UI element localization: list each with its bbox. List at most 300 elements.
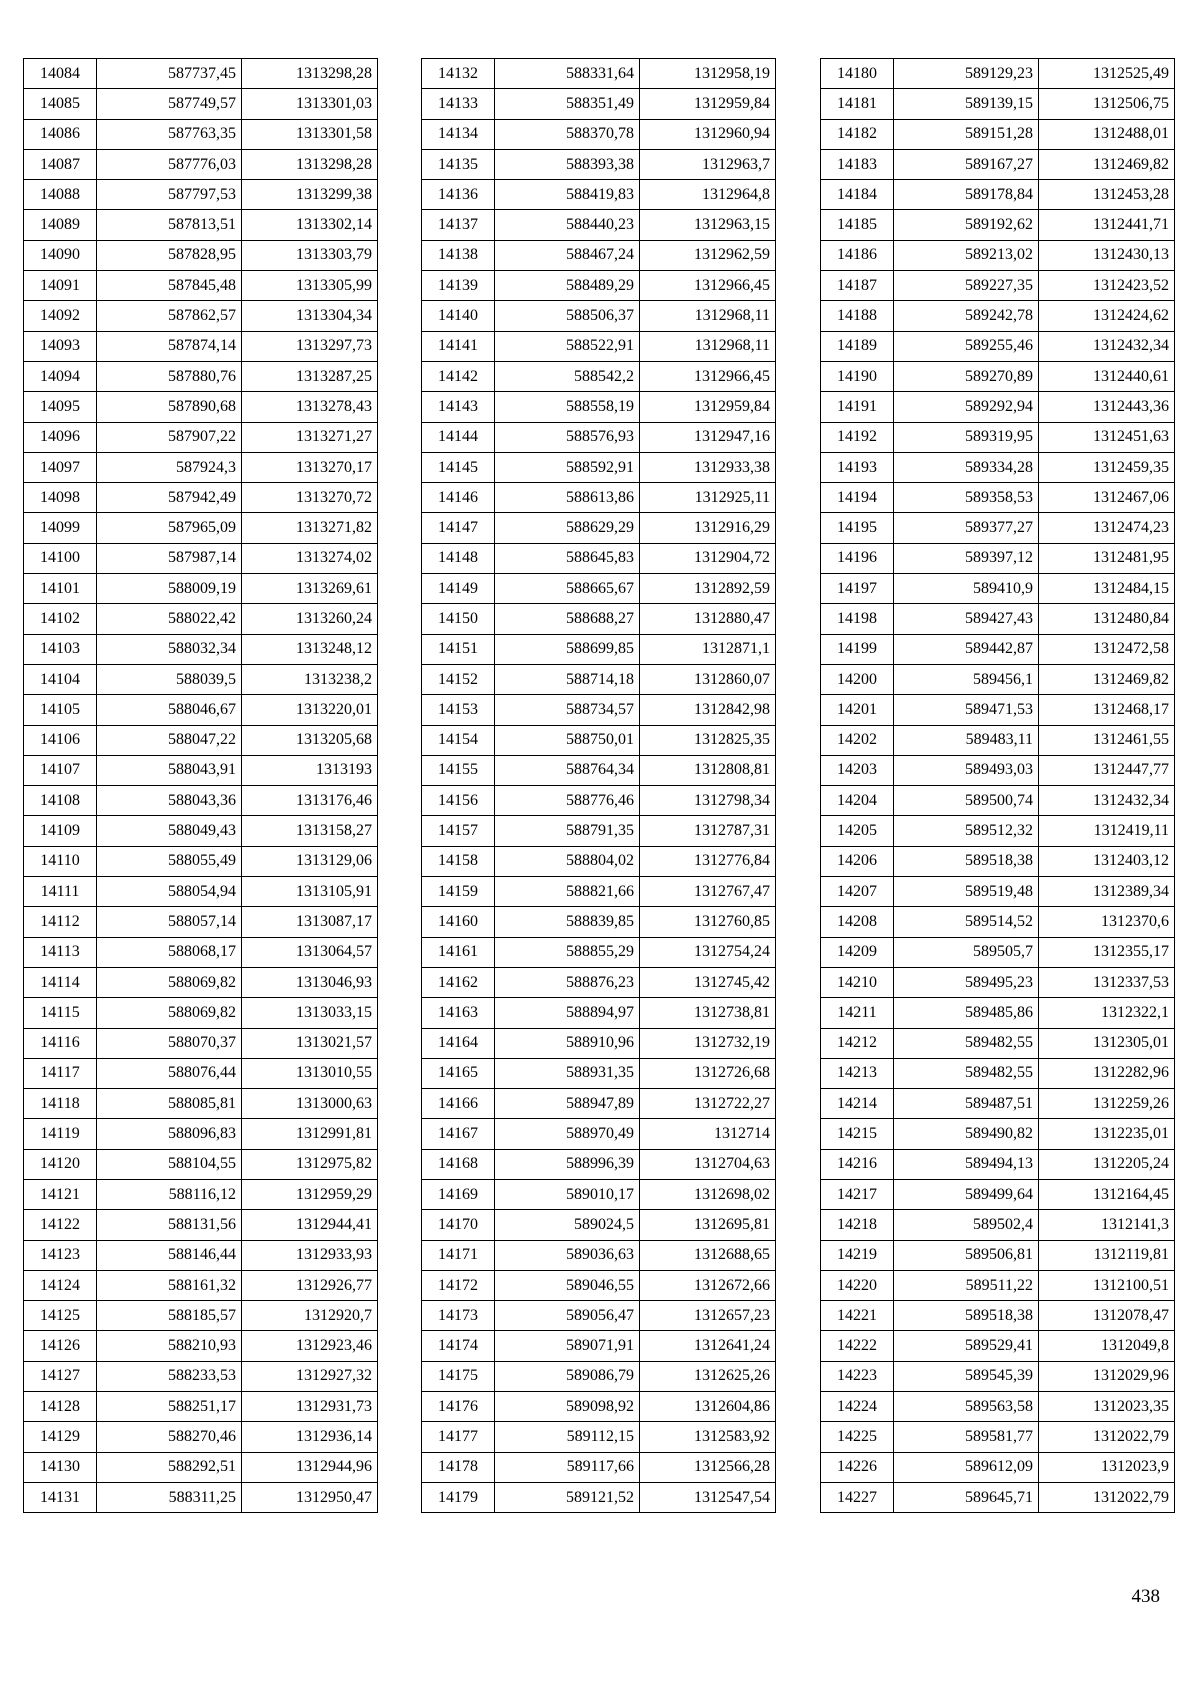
point-number-cell: 14203 (821, 755, 894, 785)
x-coordinate-cell: 587942,49 (97, 483, 242, 513)
y-coordinate-cell: 1313033,15 (242, 998, 378, 1028)
y-coordinate-cell: 1312023,35 (1039, 1392, 1175, 1422)
table-row (821, 240, 1175, 270)
point-number-cell: 14209 (821, 937, 894, 967)
table-row (24, 634, 378, 664)
x-coordinate-cell: 589319,95 (894, 422, 1039, 452)
point-number-cell: 14093 (24, 331, 97, 361)
table-row (24, 1331, 378, 1361)
table-row (24, 1482, 378, 1512)
x-coordinate-cell: 588096,83 (97, 1119, 242, 1149)
y-coordinate-cell: 1312904,72 (640, 543, 776, 573)
y-coordinate-cell: 1312966,45 (640, 361, 776, 391)
x-coordinate-cell: 588069,82 (97, 998, 242, 1028)
table-row (422, 634, 776, 664)
x-coordinate-cell: 589292,94 (894, 392, 1039, 422)
point-number-cell: 14166 (422, 1089, 495, 1119)
point-number-cell: 14220 (821, 1270, 894, 1300)
point-number-cell: 14159 (422, 877, 495, 907)
y-coordinate-cell: 1313158,27 (242, 816, 378, 846)
x-coordinate-cell: 589024,5 (495, 1210, 640, 1240)
point-number-cell: 14202 (821, 725, 894, 755)
table-row (24, 89, 378, 119)
table-row (422, 180, 776, 210)
point-number-cell: 14142 (422, 361, 495, 391)
table-row (24, 59, 378, 89)
point-number-cell: 14084 (24, 59, 97, 89)
x-coordinate-cell: 588370,78 (495, 119, 640, 149)
x-coordinate-cell: 588804,02 (495, 846, 640, 876)
point-number-cell: 14110 (24, 846, 97, 876)
point-number-cell: 14128 (24, 1392, 97, 1422)
table-row (24, 240, 378, 270)
y-coordinate-cell: 1312423,52 (1039, 271, 1175, 301)
y-coordinate-cell: 1312657,23 (640, 1301, 776, 1331)
y-coordinate-cell: 1312963,7 (640, 149, 776, 179)
x-coordinate-cell: 588054,94 (97, 877, 242, 907)
point-number-cell: 14181 (821, 89, 894, 119)
table-row (422, 483, 776, 513)
y-coordinate-cell: 1313205,68 (242, 725, 378, 755)
y-coordinate-cell: 1312962,59 (640, 240, 776, 270)
table-row (24, 361, 378, 391)
point-number-cell: 14162 (422, 967, 495, 997)
y-coordinate-cell: 1313271,27 (242, 422, 378, 452)
y-coordinate-cell: 1312966,45 (640, 271, 776, 301)
y-coordinate-cell: 1312440,61 (1039, 361, 1175, 391)
table-row (422, 543, 776, 573)
y-coordinate-cell: 1312474,23 (1039, 513, 1175, 543)
y-coordinate-cell: 1312916,29 (640, 513, 776, 543)
table-row (24, 695, 378, 725)
y-coordinate-cell: 1313298,28 (242, 149, 378, 179)
table-row (422, 1119, 776, 1149)
y-coordinate-cell: 1312282,96 (1039, 1058, 1175, 1088)
point-number-cell: 14151 (422, 634, 495, 664)
y-coordinate-cell: 1312467,06 (1039, 483, 1175, 513)
point-number-cell: 14136 (422, 180, 495, 210)
y-coordinate-cell: 1312959,84 (640, 89, 776, 119)
table-row (422, 907, 776, 937)
y-coordinate-cell: 1312944,41 (242, 1210, 378, 1240)
x-coordinate-cell: 587828,95 (97, 240, 242, 270)
x-coordinate-cell: 588894,97 (495, 998, 640, 1028)
x-coordinate-cell: 589529,41 (894, 1331, 1039, 1361)
y-coordinate-cell: 1312469,82 (1039, 664, 1175, 694)
x-coordinate-cell: 587987,14 (97, 543, 242, 573)
point-number-cell: 14190 (821, 361, 894, 391)
table-row (422, 725, 776, 755)
table-row (821, 59, 1175, 89)
x-coordinate-cell: 589442,87 (894, 634, 1039, 664)
x-coordinate-cell: 589456,1 (894, 664, 1039, 694)
coordinate-table-3 (820, 58, 1175, 1513)
point-number-cell: 14208 (821, 907, 894, 937)
x-coordinate-cell: 588440,23 (495, 210, 640, 240)
x-coordinate-cell: 589334,28 (894, 452, 1039, 482)
table-row (24, 846, 378, 876)
y-coordinate-cell: 1313302,14 (242, 210, 378, 240)
table-row (24, 664, 378, 694)
point-number-cell: 14179 (422, 1482, 495, 1512)
point-number-cell: 14148 (422, 543, 495, 573)
table-row (821, 361, 1175, 391)
x-coordinate-cell: 589518,38 (894, 846, 1039, 876)
point-number-cell: 14224 (821, 1392, 894, 1422)
x-coordinate-cell: 588764,34 (495, 755, 640, 785)
point-number-cell: 14134 (422, 119, 495, 149)
table-row (821, 664, 1175, 694)
y-coordinate-cell: 1313105,91 (242, 877, 378, 907)
x-coordinate-cell: 589499,64 (894, 1179, 1039, 1209)
x-coordinate-cell: 588419,83 (495, 180, 640, 210)
table-row (422, 422, 776, 452)
y-coordinate-cell: 1312432,34 (1039, 786, 1175, 816)
x-coordinate-cell: 588791,35 (495, 816, 640, 846)
point-number-cell: 14217 (821, 1179, 894, 1209)
point-number-cell: 14218 (821, 1210, 894, 1240)
x-coordinate-cell: 589427,43 (894, 604, 1039, 634)
point-number-cell: 14113 (24, 937, 97, 967)
x-coordinate-cell: 589036,63 (495, 1240, 640, 1270)
table-row (24, 1392, 378, 1422)
y-coordinate-cell: 1312259,26 (1039, 1089, 1175, 1119)
table-row (422, 1270, 776, 1300)
table-row (821, 755, 1175, 785)
x-coordinate-cell: 588855,29 (495, 937, 640, 967)
point-number-cell: 14165 (422, 1058, 495, 1088)
table-row (422, 513, 776, 543)
y-coordinate-cell: 1313269,61 (242, 574, 378, 604)
point-number-cell: 14092 (24, 301, 97, 331)
x-coordinate-cell: 589500,74 (894, 786, 1039, 816)
point-number-cell: 14187 (821, 271, 894, 301)
x-coordinate-cell: 588839,85 (495, 907, 640, 937)
table-row (821, 1361, 1175, 1391)
point-number-cell: 14184 (821, 180, 894, 210)
point-number-cell: 14210 (821, 967, 894, 997)
x-coordinate-cell: 588613,86 (495, 483, 640, 513)
table-row (24, 1089, 378, 1119)
point-number-cell: 14112 (24, 907, 97, 937)
table-row (422, 1028, 776, 1058)
table-row (422, 89, 776, 119)
y-coordinate-cell: 1313297,73 (242, 331, 378, 361)
table-row (821, 846, 1175, 876)
y-coordinate-cell: 1312604,86 (640, 1392, 776, 1422)
table-row (422, 392, 776, 422)
x-coordinate-cell: 589270,89 (894, 361, 1039, 391)
table-row (24, 1361, 378, 1391)
point-number-cell: 14192 (821, 422, 894, 452)
point-number-cell: 14197 (821, 574, 894, 604)
table-row (422, 1422, 776, 1452)
y-coordinate-cell: 1313298,28 (242, 59, 378, 89)
y-coordinate-cell: 1312469,82 (1039, 149, 1175, 179)
point-number-cell: 14123 (24, 1240, 97, 1270)
y-coordinate-cell: 1313176,46 (242, 786, 378, 816)
x-coordinate-cell: 589518,38 (894, 1301, 1039, 1331)
y-coordinate-cell: 1312164,45 (1039, 1179, 1175, 1209)
x-coordinate-cell: 588876,23 (495, 967, 640, 997)
point-number-cell: 14194 (821, 483, 894, 513)
x-coordinate-cell: 588522,91 (495, 331, 640, 361)
point-number-cell: 14226 (821, 1452, 894, 1482)
y-coordinate-cell: 1313274,02 (242, 543, 378, 573)
x-coordinate-cell: 589495,23 (894, 967, 1039, 997)
y-coordinate-cell: 1312931,73 (242, 1392, 378, 1422)
y-coordinate-cell: 1312754,24 (640, 937, 776, 967)
table-row (422, 361, 776, 391)
point-number-cell: 14088 (24, 180, 97, 210)
table-row (821, 574, 1175, 604)
table-row (821, 1119, 1175, 1149)
y-coordinate-cell: 1312975,82 (242, 1149, 378, 1179)
y-coordinate-cell: 1312842,98 (640, 695, 776, 725)
x-coordinate-cell: 588131,56 (97, 1210, 242, 1240)
point-number-cell: 14189 (821, 331, 894, 361)
x-coordinate-cell: 588592,91 (495, 452, 640, 482)
y-coordinate-cell: 1312525,49 (1039, 59, 1175, 89)
table-row (821, 513, 1175, 543)
table-row (24, 1210, 378, 1240)
x-coordinate-cell: 588821,66 (495, 877, 640, 907)
x-coordinate-cell: 588665,67 (495, 574, 640, 604)
table-row (422, 1361, 776, 1391)
point-number-cell: 14146 (422, 483, 495, 513)
x-coordinate-cell: 587890,68 (97, 392, 242, 422)
table-row (821, 1179, 1175, 1209)
x-coordinate-cell: 587749,57 (97, 89, 242, 119)
y-coordinate-cell: 1312704,63 (640, 1149, 776, 1179)
point-number-cell: 14157 (422, 816, 495, 846)
point-number-cell: 14195 (821, 513, 894, 543)
x-coordinate-cell: 587763,35 (97, 119, 242, 149)
table-row (422, 1392, 776, 1422)
table-row (821, 392, 1175, 422)
table-row (422, 1210, 776, 1240)
y-coordinate-cell: 1312119,81 (1039, 1240, 1175, 1270)
x-coordinate-cell: 587880,76 (97, 361, 242, 391)
table-row (821, 210, 1175, 240)
x-coordinate-cell: 588699,85 (495, 634, 640, 664)
x-coordinate-cell: 589612,09 (894, 1452, 1039, 1482)
y-coordinate-cell: 1312880,47 (640, 604, 776, 634)
table-row (24, 574, 378, 604)
point-number-cell: 14121 (24, 1179, 97, 1209)
x-coordinate-cell: 588146,44 (97, 1240, 242, 1270)
x-coordinate-cell: 589377,27 (894, 513, 1039, 543)
point-number-cell: 14116 (24, 1028, 97, 1058)
x-coordinate-cell: 589493,03 (894, 755, 1039, 785)
table-row (821, 1392, 1175, 1422)
table-row (821, 149, 1175, 179)
point-number-cell: 14109 (24, 816, 97, 846)
x-coordinate-cell: 588022,42 (97, 604, 242, 634)
table-row (24, 452, 378, 482)
y-coordinate-cell: 1312767,47 (640, 877, 776, 907)
y-coordinate-cell: 1312776,84 (640, 846, 776, 876)
x-coordinate-cell: 589255,46 (894, 331, 1039, 361)
y-coordinate-cell: 1312825,35 (640, 725, 776, 755)
point-number-cell: 14201 (821, 695, 894, 725)
y-coordinate-cell: 1312389,34 (1039, 877, 1175, 907)
table-row (821, 1240, 1175, 1270)
x-coordinate-cell: 588506,37 (495, 301, 640, 331)
y-coordinate-cell: 1312506,75 (1039, 89, 1175, 119)
point-number-cell: 14091 (24, 271, 97, 301)
y-coordinate-cell: 1313287,25 (242, 361, 378, 391)
x-coordinate-cell: 589482,55 (894, 1028, 1039, 1058)
x-coordinate-cell: 589397,12 (894, 543, 1039, 573)
page-number: 438 (1131, 1586, 1160, 1607)
y-coordinate-cell: 1313278,43 (242, 392, 378, 422)
y-coordinate-cell: 1312925,11 (640, 483, 776, 513)
x-coordinate-cell: 588116,12 (97, 1179, 242, 1209)
table-row (24, 301, 378, 331)
point-number-cell: 14108 (24, 786, 97, 816)
y-coordinate-cell: 1312944,96 (242, 1452, 378, 1482)
y-coordinate-cell: 1313248,12 (242, 634, 378, 664)
x-coordinate-cell: 589485,86 (894, 998, 1039, 1028)
y-coordinate-cell: 1313301,03 (242, 89, 378, 119)
x-coordinate-cell: 587813,51 (97, 210, 242, 240)
table-row (422, 816, 776, 846)
x-coordinate-cell: 588039,5 (97, 664, 242, 694)
point-number-cell: 14163 (422, 998, 495, 1028)
table-row (422, 1179, 776, 1209)
y-coordinate-cell: 1313046,93 (242, 967, 378, 997)
x-coordinate-cell: 588688,27 (495, 604, 640, 634)
x-coordinate-cell: 589112,15 (495, 1422, 640, 1452)
table-row (821, 1331, 1175, 1361)
table-row (422, 271, 776, 301)
table-row (422, 1089, 776, 1119)
x-coordinate-cell: 588043,36 (97, 786, 242, 816)
y-coordinate-cell: 1312926,77 (242, 1270, 378, 1300)
point-number-cell: 14105 (24, 695, 97, 725)
x-coordinate-cell: 588161,32 (97, 1270, 242, 1300)
table-row (24, 422, 378, 452)
point-number-cell: 14219 (821, 1240, 894, 1270)
y-coordinate-cell: 1312960,94 (640, 119, 776, 149)
x-coordinate-cell: 588931,35 (495, 1058, 640, 1088)
table-row (422, 877, 776, 907)
y-coordinate-cell: 1312583,92 (640, 1422, 776, 1452)
y-coordinate-cell: 1312100,51 (1039, 1270, 1175, 1300)
y-coordinate-cell: 1312968,11 (640, 301, 776, 331)
table-row (422, 1301, 776, 1331)
y-coordinate-cell: 1312453,28 (1039, 180, 1175, 210)
point-number-cell: 14153 (422, 695, 495, 725)
x-coordinate-cell: 587776,03 (97, 149, 242, 179)
table-row (24, 513, 378, 543)
x-coordinate-cell: 589242,78 (894, 301, 1039, 331)
point-number-cell: 14211 (821, 998, 894, 1028)
table-row (821, 907, 1175, 937)
y-coordinate-cell: 1313299,38 (242, 180, 378, 210)
point-number-cell: 14167 (422, 1119, 495, 1149)
x-coordinate-cell: 589129,23 (894, 59, 1039, 89)
y-coordinate-cell: 1312305,01 (1039, 1028, 1175, 1058)
y-coordinate-cell: 1313000,63 (242, 1089, 378, 1119)
table-row (821, 725, 1175, 755)
x-coordinate-cell: 588776,46 (495, 786, 640, 816)
table-row (821, 89, 1175, 119)
table-row (24, 816, 378, 846)
x-coordinate-cell: 589151,28 (894, 119, 1039, 149)
point-number-cell: 14137 (422, 210, 495, 240)
point-number-cell: 14104 (24, 664, 97, 694)
point-number-cell: 14149 (422, 574, 495, 604)
y-coordinate-cell: 1313303,79 (242, 240, 378, 270)
x-coordinate-cell: 589071,91 (495, 1331, 640, 1361)
y-coordinate-cell: 1313304,34 (242, 301, 378, 331)
y-coordinate-cell: 1313260,24 (242, 604, 378, 634)
y-coordinate-cell: 1312923,46 (242, 1331, 378, 1361)
point-number-cell: 14133 (422, 89, 495, 119)
table-row (821, 786, 1175, 816)
x-coordinate-cell: 589563,58 (894, 1392, 1039, 1422)
table-row (24, 1270, 378, 1300)
y-coordinate-cell: 1312936,14 (242, 1422, 378, 1452)
table-row (422, 695, 776, 725)
x-coordinate-cell: 588734,57 (495, 695, 640, 725)
point-number-cell: 14140 (422, 301, 495, 331)
point-number-cell: 14115 (24, 998, 97, 1028)
table-row (821, 1089, 1175, 1119)
table-row (821, 483, 1175, 513)
x-coordinate-cell: 589487,51 (894, 1089, 1039, 1119)
y-coordinate-cell: 1312745,42 (640, 967, 776, 997)
x-coordinate-cell: 589471,53 (894, 695, 1039, 725)
y-coordinate-cell: 1312726,68 (640, 1058, 776, 1088)
point-number-cell: 14169 (422, 1179, 495, 1209)
y-coordinate-cell: 1312959,29 (242, 1179, 378, 1209)
y-coordinate-cell: 1312787,31 (640, 816, 776, 846)
table-row (821, 271, 1175, 301)
point-number-cell: 14205 (821, 816, 894, 846)
table-row (24, 937, 378, 967)
point-number-cell: 14216 (821, 1149, 894, 1179)
x-coordinate-cell: 588009,19 (97, 574, 242, 604)
point-number-cell: 14141 (422, 331, 495, 361)
y-coordinate-cell: 1312481,95 (1039, 543, 1175, 573)
x-coordinate-cell: 589502,4 (894, 1210, 1039, 1240)
point-number-cell: 14102 (24, 604, 97, 634)
table-row (821, 695, 1175, 725)
y-coordinate-cell: 1312451,63 (1039, 422, 1175, 452)
y-coordinate-cell: 1312722,27 (640, 1089, 776, 1119)
y-coordinate-cell: 1312860,07 (640, 664, 776, 694)
x-coordinate-cell: 589506,81 (894, 1240, 1039, 1270)
y-coordinate-cell: 1312641,24 (640, 1331, 776, 1361)
x-coordinate-cell: 588210,93 (97, 1331, 242, 1361)
x-coordinate-cell: 589167,27 (894, 149, 1039, 179)
point-number-cell: 14098 (24, 483, 97, 513)
point-number-cell: 14120 (24, 1149, 97, 1179)
table-row (24, 1240, 378, 1270)
x-coordinate-cell: 588947,89 (495, 1089, 640, 1119)
x-coordinate-cell: 588104,55 (97, 1149, 242, 1179)
table-row (24, 210, 378, 240)
x-coordinate-cell: 587737,45 (97, 59, 242, 89)
x-coordinate-cell: 589098,92 (495, 1392, 640, 1422)
point-number-cell: 14114 (24, 967, 97, 997)
table-row (821, 937, 1175, 967)
point-number-cell: 14191 (821, 392, 894, 422)
y-coordinate-cell: 1312798,34 (640, 786, 776, 816)
